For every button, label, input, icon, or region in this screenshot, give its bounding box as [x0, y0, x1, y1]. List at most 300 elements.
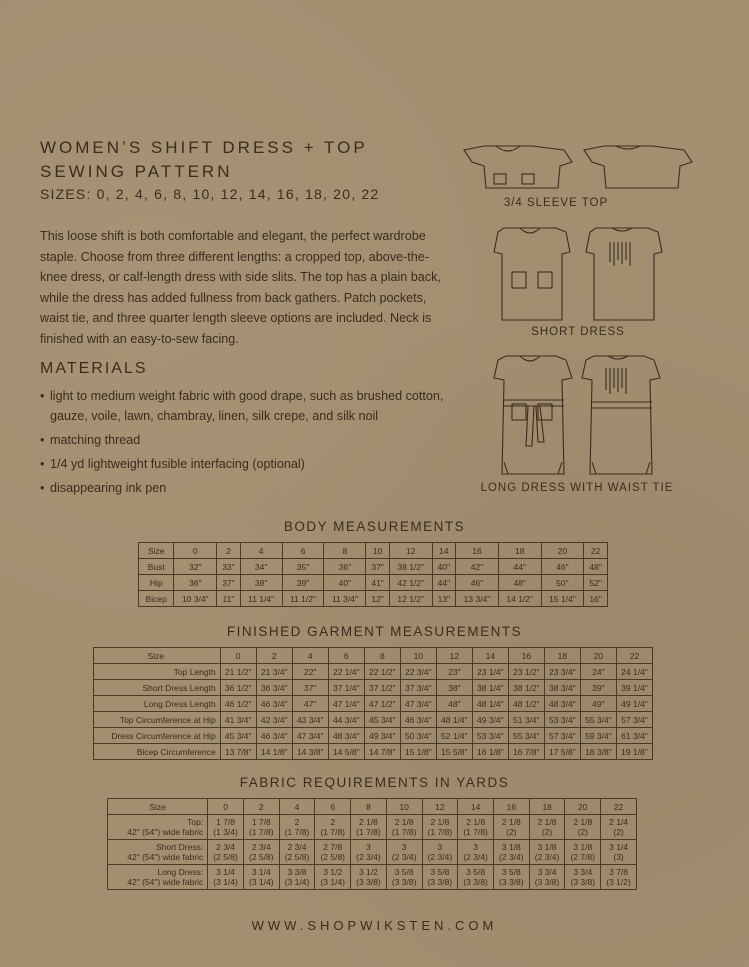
- table-cell: 53 3/4": [544, 712, 580, 728]
- table-cell: 22": [292, 664, 328, 680]
- cell-line: (3): [613, 852, 624, 862]
- cell-line: (2 7/8): [570, 852, 596, 862]
- cell-line: 3 1/2: [359, 867, 378, 877]
- materials-item: • disappearing ink pen: [40, 478, 460, 498]
- table-cell: 37 1/2": [364, 680, 400, 696]
- table-cell: Size: [108, 799, 208, 815]
- table-cell: 11": [217, 591, 241, 607]
- table-cell: Size: [139, 543, 174, 559]
- cell-line: 2 1/8: [537, 817, 557, 827]
- top-front-drawing: [464, 146, 572, 188]
- table-cell: 14 5/8": [328, 744, 364, 760]
- table-cell: 11 3/4": [324, 591, 366, 607]
- table-cell: 10: [400, 648, 436, 664]
- cell-line: 3 3/8: [287, 867, 307, 877]
- table-cell: [601, 865, 637, 890]
- table-cell: 36": [174, 575, 217, 591]
- table-cell: 47 3/4": [292, 728, 328, 744]
- cell-line: 1 7/8: [216, 817, 236, 827]
- table-cell: 49 1/4": [616, 696, 652, 712]
- finished-measurements-table: [93, 647, 653, 760]
- table-cell: 49 3/4": [472, 712, 508, 728]
- table-cell: 48": [584, 559, 608, 575]
- table-cell: 0: [220, 648, 256, 664]
- top-illustration: [460, 140, 696, 198]
- table-row: [108, 840, 637, 865]
- cell-line: 2 1/8: [466, 817, 486, 827]
- table-cell: 16": [584, 591, 608, 607]
- table-cell: 55 3/4": [580, 712, 616, 728]
- table-cell: 38 3/4": [544, 680, 580, 696]
- table-cell: 2: [217, 543, 241, 559]
- table-cell: 48 1/4": [472, 696, 508, 712]
- table-cell: 43 3/4": [292, 712, 328, 728]
- cell-line: 3 1/8: [537, 842, 557, 852]
- materials-item: • light to medium weight fabric with good drape, such as brushed cotton, gauze, voile, lawn, chambray, linen, silk crepe, and silk noil: [40, 386, 460, 426]
- table-cell: 14: [472, 648, 508, 664]
- table-cell: [208, 840, 244, 865]
- cell-line: 42" (54") wide fabric: [127, 852, 204, 862]
- cell-line: 3 1/4: [609, 842, 629, 852]
- table-cell: 14 3/8": [292, 744, 328, 760]
- table-cell: 48 1/2": [508, 696, 544, 712]
- cell-line: (2 3/4): [463, 852, 488, 862]
- table-cell: 8: [351, 799, 387, 815]
- long-dress-illustration: [492, 350, 672, 480]
- short-dress-back-drawing: [586, 228, 662, 320]
- pattern-description: This loose shift is both comfortable and elegant, the perfect wardrobe staple. Choose from three different lengths: a cropped top, above-the-knee dress, or calf-length dress with side slits. The top has a plain back, while the dress has added fullness from back gathers. Patch pockets, waist tie, and three quarter length sleeve options are included. Neck is finished with an easy-to-sew facing.: [40, 229, 441, 346]
- cell-line: 3: [401, 842, 407, 852]
- cell-line: 2 3/4: [216, 842, 236, 852]
- cell-line: (2 3/4): [499, 852, 524, 862]
- table-cell: 2: [243, 799, 279, 815]
- materials-item: • matching thread: [40, 430, 460, 450]
- cell-line: (2 5/8): [320, 852, 346, 862]
- table-cell: Bicep: [139, 591, 174, 607]
- table-cell: 19 1/8": [616, 744, 652, 760]
- table-cell: 20: [565, 799, 601, 815]
- table-cell: [315, 840, 351, 865]
- table-cell: Bust: [139, 559, 174, 575]
- table-cell: 12: [389, 543, 432, 559]
- table-cell: 16: [456, 543, 499, 559]
- cell-line: 3 3/4: [537, 867, 557, 877]
- table-cell: 53 3/4": [472, 728, 508, 744]
- cell-line: (2): [541, 827, 553, 837]
- table-cell: 22: [616, 648, 652, 664]
- table-cell: 36 3/4": [256, 680, 292, 696]
- table-cell: [108, 840, 208, 865]
- table-cell: 23": [436, 664, 472, 680]
- top-caption: 3/4 SLEEVE TOP: [503, 197, 609, 209]
- cell-line: 2 3/4: [251, 842, 271, 852]
- table-cell: 22: [601, 799, 637, 815]
- website-url: WWW.SHOPWIKSTEN.COM: [251, 918, 498, 933]
- table-cell: 46 3/4": [256, 696, 292, 712]
- table-cell: 36 1/2": [220, 680, 256, 696]
- table-cell: [601, 815, 637, 840]
- cell-line: Long Dress:: [157, 867, 204, 877]
- table-cell: 24 1/4": [616, 664, 652, 680]
- table-cell: 48 3/4": [328, 728, 364, 744]
- table-cell: 45 3/4": [220, 728, 256, 744]
- table-cell: 57 3/4": [544, 728, 580, 744]
- table-cell: 57 3/4": [616, 712, 652, 728]
- table-cell: 15 5/8": [436, 744, 472, 760]
- cell-line: 3 3/4: [573, 867, 593, 877]
- table-cell: 46": [456, 575, 499, 591]
- table-cell: 48": [436, 696, 472, 712]
- cell-line: (2 3/4): [534, 852, 560, 862]
- long-dress-back-drawing: [582, 356, 660, 474]
- cell-line: 3 5/8: [501, 867, 521, 877]
- table-cell: 46 3/4": [400, 712, 436, 728]
- table-cell: 13 7/8": [220, 744, 256, 760]
- table-cell: 42 3/4": [256, 712, 292, 728]
- cell-line: 42" (54") wide fabric: [127, 827, 204, 837]
- table-cell: 0: [174, 543, 217, 559]
- table-cell: 49 3/4": [364, 728, 400, 744]
- table-cell: 34": [240, 559, 282, 575]
- table-row: [94, 744, 653, 760]
- table-row: [139, 559, 608, 575]
- table-cell: [243, 865, 279, 890]
- table-cell: 41 3/4": [220, 712, 256, 728]
- cell-line: 2 1/8: [394, 817, 414, 827]
- table-cell: 14 1/2": [498, 591, 541, 607]
- cell-line: (2 3/4): [427, 852, 453, 862]
- table-cell: 15 1/4": [541, 591, 584, 607]
- table-cell: 38": [240, 575, 282, 591]
- table-cell: 45 3/4": [364, 712, 400, 728]
- cell-line: 2 1/8: [359, 817, 378, 827]
- table-cell: 17 5/8": [544, 744, 580, 760]
- table-cell: Bicep Circumference: [94, 744, 221, 760]
- table-cell: 12: [436, 648, 472, 664]
- table-cell: 39": [282, 575, 324, 591]
- table-cell: 0: [208, 799, 244, 815]
- table-cell: 2: [256, 648, 292, 664]
- table-cell: 23 3/4": [544, 664, 580, 680]
- table-cell: 46": [541, 559, 584, 575]
- table-cell: [243, 815, 279, 840]
- table-cell: 38 1/2": [389, 559, 432, 575]
- table-cell: 38 1/4": [472, 680, 508, 696]
- table-cell: 11 1/2": [282, 591, 324, 607]
- materials-item: • 1/4 yd lightweight fusible interfacing (optional): [40, 454, 460, 474]
- table-cell: [565, 840, 601, 865]
- table-cell: [422, 840, 458, 865]
- table-cell: 10: [366, 543, 390, 559]
- cell-line: (1 7/8): [249, 827, 274, 837]
- cell-line: (2 5/8): [213, 852, 238, 862]
- table-cell: [208, 815, 244, 840]
- cell-line: (1 3/4): [213, 827, 238, 837]
- cell-line: (3 3/8): [499, 877, 524, 887]
- short-dress-illustration: [490, 222, 672, 324]
- materials-list: [40, 386, 460, 502]
- cell-line: (2 5/8): [284, 852, 310, 862]
- table-cell: 37 3/4": [400, 680, 436, 696]
- table-row: [94, 648, 653, 664]
- table-row: [94, 696, 653, 712]
- cell-line: (3 3/8): [534, 877, 560, 887]
- table-cell: 13": [432, 591, 456, 607]
- cell-line: (3 3/8): [356, 877, 381, 887]
- table-cell: 23 1/2": [508, 664, 544, 680]
- table-cell: Top Circumference at Hip: [94, 712, 221, 728]
- table-cell: [565, 865, 601, 890]
- finished-measurements-title: FINISHED GARMENT MEASUREMENTS: [226, 624, 523, 639]
- table-cell: 47 1/4": [328, 696, 364, 712]
- table-row: [108, 799, 637, 815]
- table-cell: 48 1/4": [436, 712, 472, 728]
- cell-line: 3 7/8: [609, 867, 629, 877]
- cell-line: 3: [366, 842, 371, 852]
- cell-line: (3 3/8): [570, 877, 596, 887]
- table-cell: 50": [541, 575, 584, 591]
- table-cell: 14 1/8": [256, 744, 292, 760]
- title-line-1: WOMEN’S SHIFT DRESS + TOP: [40, 138, 368, 157]
- body-measurements-table: [138, 542, 608, 607]
- cell-line: (3 1/4): [249, 877, 274, 887]
- table-cell: [279, 840, 315, 865]
- cell-line: Short Dress:: [155, 842, 204, 852]
- long-dress-caption: LONG DRESS WITH WAIST TIE: [480, 482, 674, 494]
- table-row: [94, 680, 653, 696]
- table-cell: 37 1/4": [328, 680, 364, 696]
- table-cell: 10 3/4": [174, 591, 217, 607]
- table-cell: 39": [580, 680, 616, 696]
- cell-line: (3 3/8): [391, 877, 417, 887]
- table-cell: 61 3/4": [616, 728, 652, 744]
- cell-line: 3 1/4: [251, 867, 271, 877]
- table-cell: 23 1/4": [472, 664, 508, 680]
- table-cell: 40": [432, 559, 456, 575]
- table-cell: 50 3/4": [400, 728, 436, 744]
- cell-line: 1 7/8: [251, 817, 271, 827]
- table-cell: 42": [456, 559, 499, 575]
- table-cell: 52 1/4": [436, 728, 472, 744]
- cell-line: 2 7/8: [323, 842, 343, 852]
- cell-line: (2): [577, 827, 588, 837]
- table-cell: [279, 815, 315, 840]
- cell-line: (3 1/4): [320, 877, 346, 887]
- cell-line: (3 3/8): [427, 877, 453, 887]
- table-cell: 8: [324, 543, 366, 559]
- cell-line: 2 1/8: [501, 817, 521, 827]
- table-cell: 20: [580, 648, 616, 664]
- table-cell: Top Length: [94, 664, 221, 680]
- cell-line: (3 1/4): [284, 877, 310, 887]
- cell-line: 2 3/4: [287, 842, 307, 852]
- table-row: [94, 712, 653, 728]
- table-cell: [529, 840, 565, 865]
- table-cell: 11 1/4": [240, 591, 282, 607]
- table-cell: [529, 865, 565, 890]
- table-cell: 21 3/4": [256, 664, 292, 680]
- table-cell: 35": [282, 559, 324, 575]
- table-cell: 55 3/4": [508, 728, 544, 744]
- table-cell: [493, 815, 529, 840]
- materials-heading: MATERIALS: [40, 360, 148, 377]
- short-dress-front-drawing: [494, 228, 570, 320]
- table-cell: [458, 865, 494, 890]
- table-cell: [108, 865, 208, 890]
- table-cell: 32": [174, 559, 217, 575]
- cell-line: 2: [294, 817, 300, 827]
- cell-line: (2): [613, 827, 624, 837]
- table-cell: 42 1/2": [389, 575, 432, 591]
- cell-line: (1 7/8): [284, 827, 310, 837]
- table-cell: 12": [366, 591, 390, 607]
- cell-line: (3 1/4): [213, 877, 238, 887]
- table-cell: 6: [282, 543, 324, 559]
- table-cell: 41": [366, 575, 390, 591]
- table-cell: 22 1/2": [364, 664, 400, 680]
- table-cell: [493, 840, 529, 865]
- table-cell: [458, 815, 494, 840]
- table-cell: [279, 865, 315, 890]
- fabric-requirements-table: [107, 798, 637, 890]
- table-cell: Dress Circumference at Hip: [94, 728, 221, 744]
- table-cell: 15 1/8": [400, 744, 436, 760]
- table-cell: 22 3/4": [400, 664, 436, 680]
- cell-line: 3: [437, 842, 443, 852]
- table-cell: Long Dress Length: [94, 696, 221, 712]
- pattern-title: [40, 136, 368, 184]
- cell-line: (1 7/8): [463, 827, 488, 837]
- table-cell: 8: [364, 648, 400, 664]
- table-cell: [351, 840, 387, 865]
- table-cell: [386, 840, 422, 865]
- table-cell: [458, 840, 494, 865]
- table-cell: 18: [529, 799, 565, 815]
- table-cell: 10: [386, 799, 422, 815]
- table-cell: 44": [498, 559, 541, 575]
- cell-line: (1 7/8): [391, 827, 417, 837]
- table-cell: 52": [584, 575, 608, 591]
- table-cell: 12: [422, 799, 458, 815]
- table-row: [94, 664, 653, 680]
- cell-line: (2): [506, 827, 517, 837]
- table-cell: 33": [217, 559, 241, 575]
- table-cell: 4: [240, 543, 282, 559]
- table-cell: 14: [432, 543, 456, 559]
- cell-line: 3 5/8: [394, 867, 414, 877]
- cell-line: (3 1/2): [606, 877, 631, 887]
- table-cell: [243, 840, 279, 865]
- table-cell: 16 1/8": [472, 744, 508, 760]
- table-cell: 14 7/8": [364, 744, 400, 760]
- table-cell: 37": [217, 575, 241, 591]
- table-cell: [315, 865, 351, 890]
- cell-line: 2: [330, 817, 336, 827]
- table-cell: [493, 865, 529, 890]
- cell-line: 3 1/4: [216, 867, 236, 877]
- table-cell: [422, 815, 458, 840]
- table-cell: [386, 815, 422, 840]
- table-cell: 46 1/2": [220, 696, 256, 712]
- table-cell: [351, 815, 387, 840]
- table-cell: 38": [436, 680, 472, 696]
- table-cell: 36": [324, 559, 366, 575]
- cell-line: 2 1/4: [609, 817, 629, 827]
- table-cell: [565, 815, 601, 840]
- body-measurements-title: BODY MEASUREMENTS: [283, 519, 466, 534]
- cell-line: (3 3/8): [463, 877, 488, 887]
- table-row: [139, 575, 608, 591]
- table-cell: 59 3/4": [580, 728, 616, 744]
- table-cell: Short Dress Length: [94, 680, 221, 696]
- table-cell: 47 1/2": [364, 696, 400, 712]
- cell-line: (1 7/8): [427, 827, 453, 837]
- fabric-requirements-title: FABRIC REQUIREMENTS IN YARDS: [239, 775, 510, 790]
- table-cell: 18: [544, 648, 580, 664]
- table-cell: [422, 865, 458, 890]
- short-dress-caption: SHORT DRESS: [531, 326, 625, 338]
- sizes-line: SIZES: 0, 2, 4, 6, 8, 10, 12, 14, 16, 18, 20, 22: [40, 186, 380, 202]
- table-cell: 16: [493, 799, 529, 815]
- cell-line: 3 1/8: [573, 842, 593, 852]
- table-cell: 47 3/4": [400, 696, 436, 712]
- table-cell: 37": [366, 559, 390, 575]
- table-cell: 18: [498, 543, 541, 559]
- table-cell: [386, 865, 422, 890]
- table-cell: 44 3/4": [328, 712, 364, 728]
- table-cell: 13 3/4": [456, 591, 499, 607]
- cell-line: 3 1/8: [501, 842, 521, 852]
- top-back-drawing: [584, 146, 692, 188]
- table-cell: 6: [315, 799, 351, 815]
- table-row: [94, 728, 653, 744]
- cell-line: (2 3/4): [356, 852, 381, 862]
- table-cell: 16 7/8": [508, 744, 544, 760]
- table-cell: 51 3/4": [508, 712, 544, 728]
- table-cell: 44": [432, 575, 456, 591]
- cell-line: 3 1/2: [323, 867, 343, 877]
- title-line-2: SEWING PATTERN: [40, 162, 233, 181]
- table-cell: 4: [292, 648, 328, 664]
- table-cell: Size: [94, 648, 221, 664]
- cell-line: Top:: [187, 817, 204, 827]
- table-cell: 37": [292, 680, 328, 696]
- table-cell: 4: [279, 799, 315, 815]
- table-cell: [529, 815, 565, 840]
- table-cell: 22: [584, 543, 608, 559]
- table-cell: [315, 815, 351, 840]
- table-cell: [108, 815, 208, 840]
- table-row: [108, 815, 637, 840]
- table-cell: 46 3/4": [256, 728, 292, 744]
- table-cell: 40": [324, 575, 366, 591]
- cell-line: (2 5/8): [249, 852, 274, 862]
- table-cell: 38 1/2": [508, 680, 544, 696]
- table-row: [139, 591, 608, 607]
- cell-line: (2 3/4): [391, 852, 417, 862]
- table-cell: 47": [292, 696, 328, 712]
- cell-line: (1 7/8): [356, 827, 381, 837]
- table-cell: 18 3/8": [580, 744, 616, 760]
- table-cell: 21 1/2": [220, 664, 256, 680]
- table-cell: 49": [580, 696, 616, 712]
- table-cell: 22 1/4": [328, 664, 364, 680]
- cell-line: 3 5/8: [466, 867, 486, 877]
- table-cell: 6: [328, 648, 364, 664]
- table-row: [139, 543, 608, 559]
- table-cell: [208, 865, 244, 890]
- cell-line: 3: [473, 842, 478, 852]
